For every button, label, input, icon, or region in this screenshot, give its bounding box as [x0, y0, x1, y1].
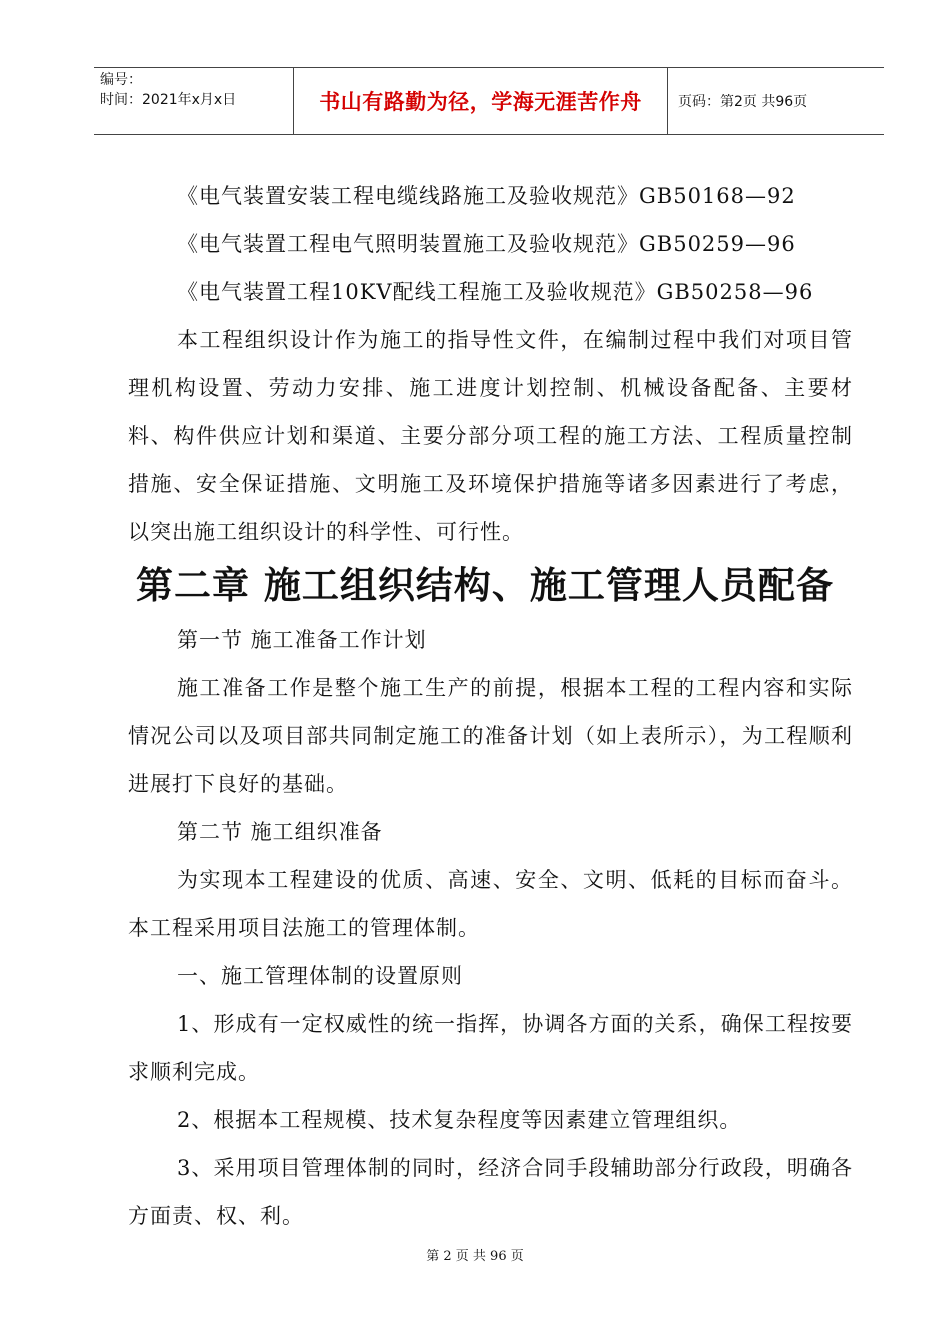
time-label: 时间：2021年x月x日 — [100, 92, 237, 108]
page-footer: 第 2 页 共 96 页 — [426, 1249, 524, 1264]
intro-paragraph: 本工程组织设计作为施工的指导性文件，在编制过程中我们对项目管理机构设置、劳动力安排、施工进度计划控制、机械设备配备、主要材料、构件供应计划和渠道、主要分部分项工程的施工方法、工程质量控制措施、安全保证措施、文明施工及环境保护措施等诸多因素进行了考虑，以突出施工组织设计的科学性、可行性。 — [128, 328, 853, 544]
header-meta — [94, 68, 294, 134]
section-title: 第二节 施工组织准备 — [177, 820, 383, 844]
section-paragraph: 为实现本工程建设的优质、高速、安全、文明、低耗的目标而奋斗。本工程采用项目法施工的管理体制。 — [128, 868, 853, 940]
header-page-label: 页码：第2页 共96页 — [678, 94, 808, 110]
principle-item: 3、采用项目管理体制的同时，经济合同手段辅助部分行政段，明确各方面责、权、利。 — [128, 1156, 853, 1228]
chapter-title: 第二章 施工组织结构、施工管理人员配备 — [136, 564, 834, 607]
principle-item: 2、根据本工程规模、技术复杂程度等因素建立管理组织。 — [177, 1108, 742, 1132]
standard-item: 《电气装置安装工程电缆线路施工及验收规范》GB50168—92 — [177, 184, 796, 208]
standard-item: 《电气装置工程10KV配线工程施工及验收规范》GB50258—96 — [177, 280, 814, 304]
principle-item: 1、形成有一定权威性的统一指挥，协调各方面的关系，确保工程按要求顺利完成。 — [128, 1012, 853, 1084]
standard-item: 《电气装置工程电气照明装置施工及验收规范》GB50259—96 — [177, 232, 796, 256]
number-label: 编号： — [100, 72, 142, 88]
section-title: 第一节 施工准备工作计划 — [177, 628, 427, 652]
header-motto: 书山有路勤为径，学海无涯苦作舟 — [294, 68, 668, 134]
section-paragraph: 施工准备工作是整个施工生产的前提，根据本工程的工程内容和实际情况公司以及项目部共同制定施工的准备计划（如上表所示），为工程顺利进展打下良好的基础。 — [128, 676, 853, 796]
page-header — [94, 67, 884, 135]
document-body — [128, 172, 853, 1240]
principles-heading: 一、施工管理体制的设置原则 — [177, 964, 463, 988]
